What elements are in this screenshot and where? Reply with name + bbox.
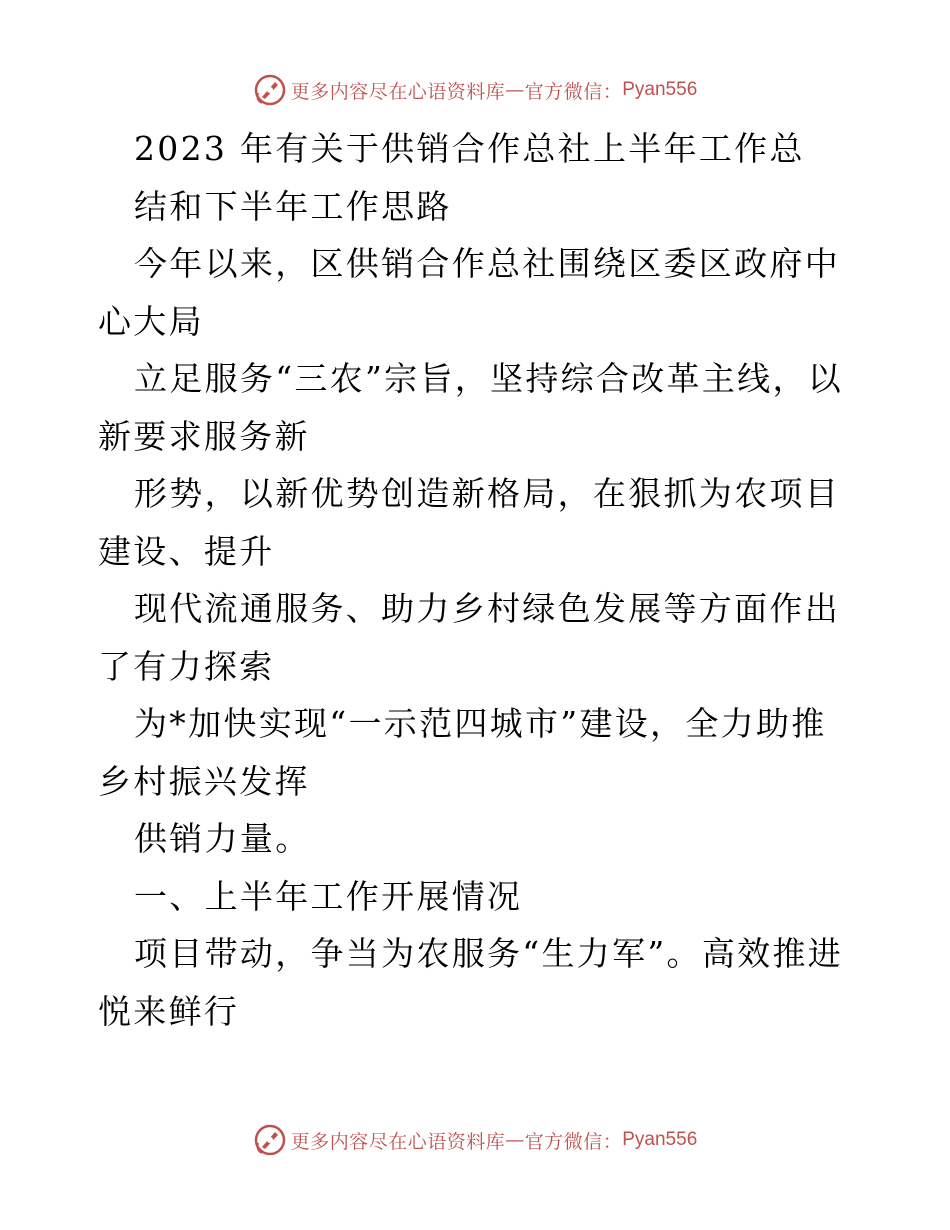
doc-paragraph: 今年以来，区供销合作总社围绕区委区政府中心大局 [98, 244, 840, 341]
footer-watermark [0, 1120, 950, 1160]
watermark-wechat-id: Pyan556 [622, 79, 698, 100]
watermark-brand: 更多内容尽在心语资料库 [290, 80, 506, 103]
doc-paragraph: 为*加快实现“一示范四城市”建设，全力助推乡村振兴发挥 [98, 704, 827, 801]
doc-paragraph: 项目带动，争当为农服务“生力军”。高效推进悦来鲜行 [98, 934, 844, 1031]
watermark-wechat-id: Pyan556 [622, 1129, 698, 1150]
watermark-brand: 更多内容尽在心语资料库 [290, 1130, 506, 1153]
pen-circle-logo-icon [253, 73, 287, 107]
doc-title-line-2: 结和下半年工作思路 [134, 186, 452, 226]
document-body [98, 120, 852, 1040]
doc-title-line-1: 2023 年有关于供销合作总社上半年工作总 [134, 129, 805, 168]
doc-paragraph: 供销力量。 [134, 819, 311, 858]
pen-circle-logo-icon [253, 1123, 287, 1157]
watermark-dash: — [505, 1129, 525, 1151]
doc-section-heading: 一、上半年工作开展情况 [134, 876, 523, 916]
watermark-wechat-label: 官方微信： [524, 80, 623, 103]
doc-paragraph: 现代流通服务、助力乡村绿色发展等方面作出了有力探索 [98, 589, 840, 686]
watermark-wechat-label: 官方微信： [524, 1130, 623, 1153]
doc-paragraph: 立足服务“三农”宗旨，坚持综合改革主线，以新要求服务新 [98, 359, 844, 456]
watermark-dash: — [505, 79, 525, 101]
doc-paragraph: 形势，以新优势创造新格局，在狠抓为农项目建设、提升 [98, 474, 840, 571]
header-watermark [0, 70, 950, 110]
